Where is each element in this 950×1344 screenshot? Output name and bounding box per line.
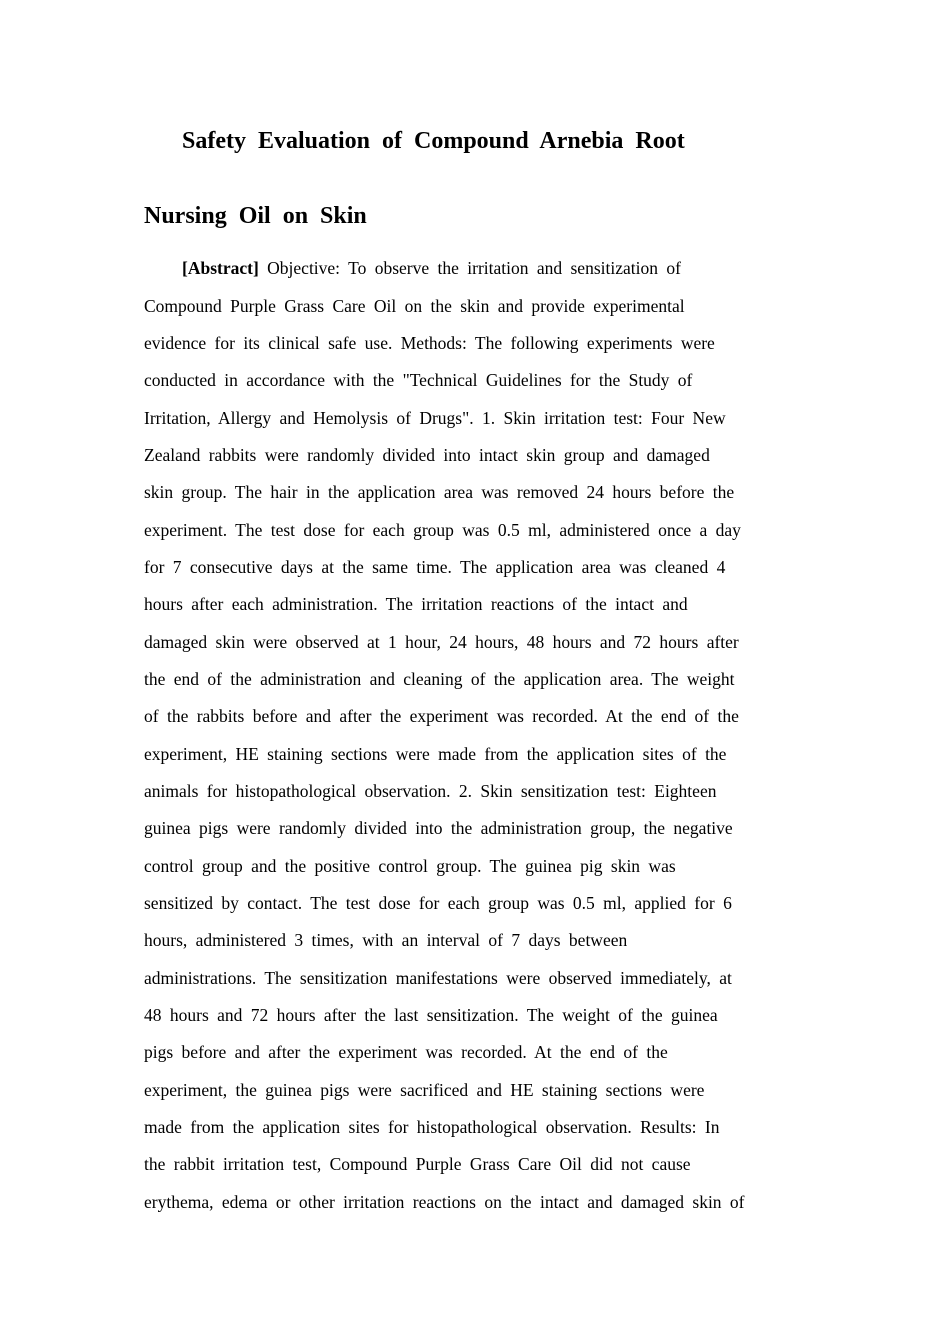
abstract-line-19: hours, administered 3 times, with an interval of 7 days between bbox=[144, 930, 628, 950]
abstract-line-1-text: Objective: To observe the irritation and sensitization of bbox=[267, 258, 681, 278]
abstract-line-10: hours after each administration. The irritation reactions of the intact and bbox=[144, 594, 688, 614]
abstract-line-13: of the rabbits before and after the experiment was recorded. At the end of the bbox=[144, 706, 739, 726]
abstract-line-3: evidence for its clinical safe use. Methods: The following experiments were bbox=[144, 333, 715, 353]
abstract-line-14: experiment, HE staining sections were made from the application sites of the bbox=[144, 744, 727, 764]
abstract-line-8: experiment. The test dose for each group was 0.5 ml, administered once a day bbox=[144, 520, 741, 540]
abstract-line-1 bbox=[182, 256, 681, 280]
abstract-label: [Abstract] bbox=[182, 258, 259, 278]
document-title-line-1: Safety Evaluation of Compound Arnebia Root bbox=[182, 128, 685, 154]
abstract-line-26: erythema, edema or other irritation reactions on the intact and damaged skin of bbox=[144, 1192, 745, 1212]
abstract-line-15: animals for histopathological observation. 2. Skin sensitization test: Eighteen bbox=[144, 781, 717, 801]
abstract-line-2: Compound Purple Grass Care Oil on the skin and provide experimental bbox=[144, 296, 685, 316]
abstract-line-24: made from the application sites for histopathological observation. Results: In bbox=[144, 1117, 720, 1137]
abstract-line-21: 48 hours and 72 hours after the last sensitization. The weight of the guinea bbox=[144, 1005, 718, 1025]
document-title-line-2: Nursing Oil on Skin bbox=[144, 203, 367, 229]
abstract-line-20: administrations. The sensitization manifestations were observed immediately, at bbox=[144, 968, 732, 988]
abstract-line-22: pigs before and after the experiment was recorded. At the end of the bbox=[144, 1042, 668, 1062]
abstract-line-18: sensitized by contact. The test dose for each group was 0.5 ml, applied for 6 bbox=[144, 893, 732, 913]
abstract-line-16: guinea pigs were randomly divided into the administration group, the negative bbox=[144, 818, 733, 838]
abstract-line-5: Irritation, Allergy and Hemolysis of Drugs". 1. Skin irritation test: Four New bbox=[144, 408, 726, 428]
abstract-line-7: skin group. The hair in the application area was removed 24 hours before the bbox=[144, 482, 735, 502]
abstract-line-12: the end of the administration and cleaning of the application area. The weight bbox=[144, 669, 735, 689]
abstract-line-25: the rabbit irritation test, Compound Purple Grass Care Oil did not cause bbox=[144, 1154, 691, 1174]
abstract-line-6: Zealand rabbits were randomly divided into intact skin group and damaged bbox=[144, 445, 710, 465]
abstract-line-17: control group and the positive control group. The guinea pig skin was bbox=[144, 856, 676, 876]
abstract-line-9: for 7 consecutive days at the same time. The application area was cleaned 4 bbox=[144, 557, 726, 577]
abstract-line-11: damaged skin were observed at 1 hour, 24 hours, 48 hours and 72 hours after bbox=[144, 632, 739, 652]
abstract-line-4: conducted in accordance with the "Technical Guidelines for the Study of bbox=[144, 370, 693, 390]
abstract-line-23: experiment, the guinea pigs were sacrificed and HE staining sections were bbox=[144, 1080, 705, 1100]
